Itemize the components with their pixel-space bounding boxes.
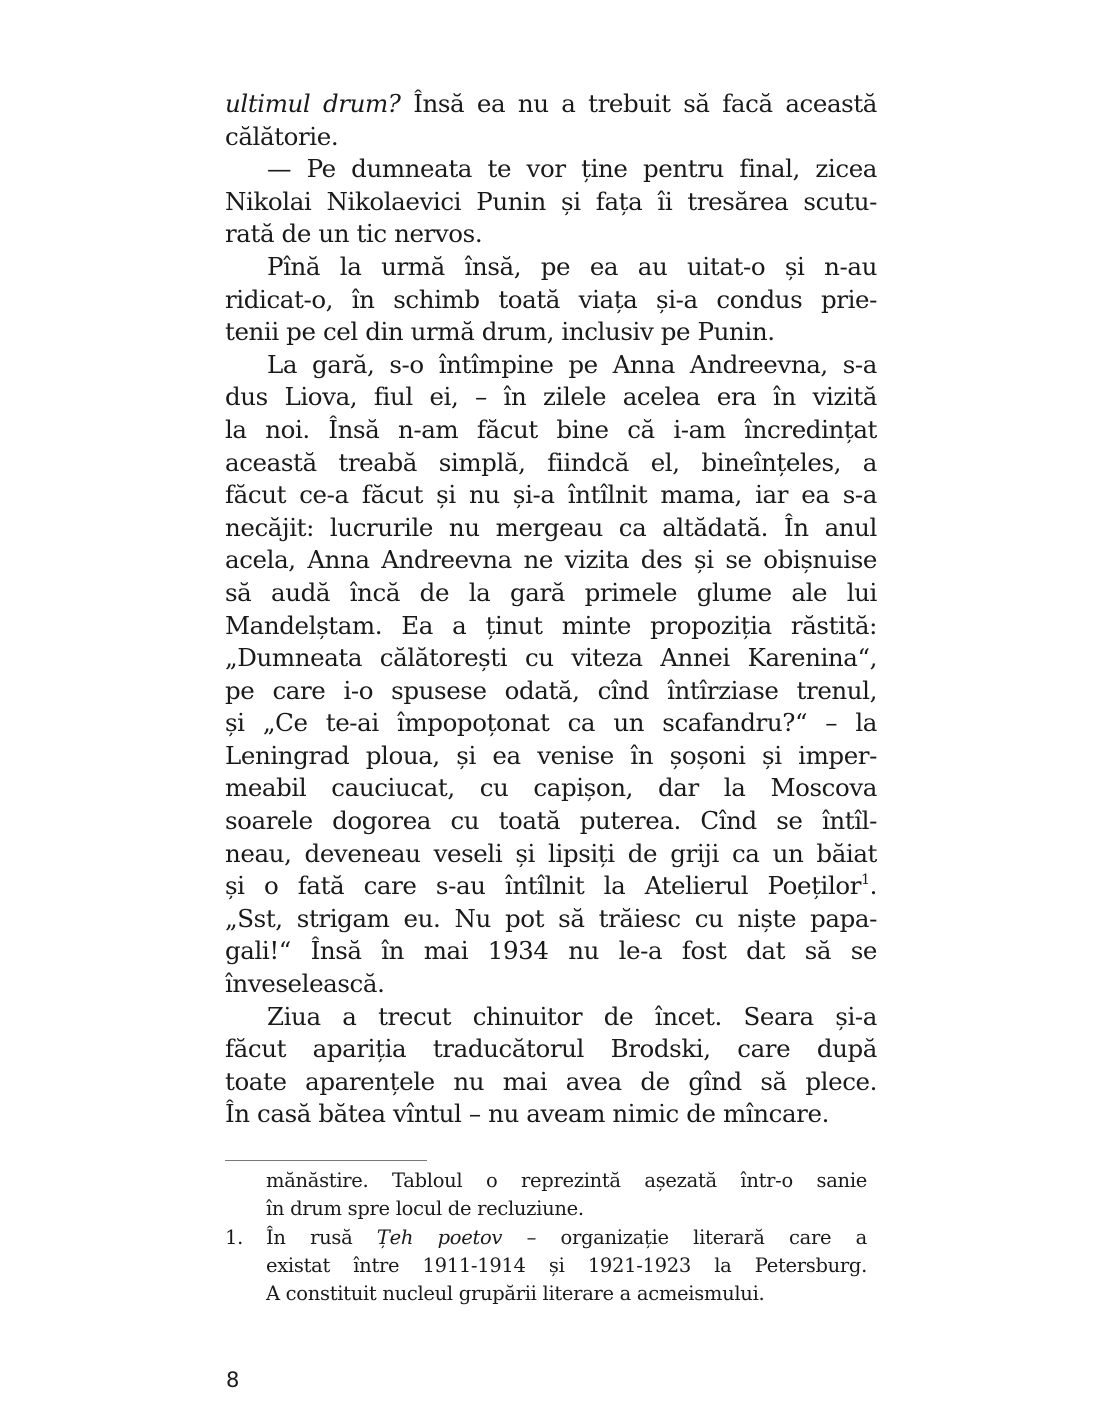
paragraph-start: — Pe dumneata te vor ține pentru final, zicea bbox=[267, 154, 877, 184]
page-number: 8 bbox=[226, 1368, 240, 1392]
paragraph-start: La gară, s-o întîmpine pe Anna Andreevna, s-a bbox=[267, 349, 877, 379]
footnote-ref: 1 bbox=[861, 872, 870, 889]
footnotes bbox=[225, 1167, 867, 1308]
paragraph-start: Ziua a trecut chinuitor de încet. Seara și-a bbox=[267, 1001, 877, 1031]
italic-term: Țeh poetov bbox=[376, 1225, 503, 1249]
text-line: pe care i-o spusese odată, cînd întîrziase trenul, bbox=[225, 675, 877, 705]
text-line: meabil cauciucat, cu capișon, dar la Moscova bbox=[225, 773, 877, 803]
text-line: această treabă simplă, fiindcă el, bineînțeles, a bbox=[225, 447, 877, 477]
text-line: Leningrad ploua, și ea venise în șoșoni și imper- bbox=[225, 740, 877, 770]
text-line: ridicat-o, în schimb toată viața și-a condus prie- bbox=[225, 284, 877, 314]
text-line: la noi. Însă n-am făcut bine că i-am încredințat bbox=[225, 414, 877, 444]
footnote-number: 1. bbox=[225, 1225, 244, 1249]
text-line: soarele dogorea cu toată puterea. Cînd se întîl- bbox=[225, 806, 877, 836]
footnote-line: existat între 1911-1914 și 1921-1923 la Petersburg. bbox=[266, 1253, 867, 1277]
footnote-1: 1. În rusă Țeh poetov – organizație literară care a bbox=[225, 1224, 867, 1252]
footnote-line: A constituit nucleul grupării literare a acmeismului. bbox=[266, 1282, 765, 1306]
footnote-continued-line: în drum spre locul de recluziune. bbox=[266, 1197, 584, 1221]
italic-phrase: ultimul drum? bbox=[225, 89, 401, 118]
text-line: toate aparențele nu mai avea de gînd să plece. bbox=[225, 1066, 877, 1096]
text-line: gali!“ Însă în mai 1934 nu le-a fost dat să se bbox=[225, 936, 877, 966]
text-line: făcut apariția traducătorul Brodski, care după bbox=[225, 1034, 877, 1064]
text-line: necăjit: lucrurile nu mergeau ca altădată. În anul bbox=[225, 512, 877, 542]
text-line: și „Ce te-ai împopoțonat ca un scafandru?“ – la bbox=[225, 708, 877, 738]
text-line: dus Liova, fiul ei, – în zilele acelea era în vizită bbox=[225, 382, 877, 412]
body-text bbox=[225, 88, 877, 1131]
text-line: neau, deveneau veseli și lipsiți de griji ca un băiat bbox=[225, 838, 877, 868]
footnote-divider bbox=[225, 1160, 427, 1161]
text-line: rată de un tic nervos. bbox=[225, 219, 483, 249]
text-line: „Dumneata călătorești cu viteza Annei Karenina“, bbox=[225, 643, 877, 673]
text-line: călătorie. bbox=[225, 121, 339, 151]
text-line: tenii pe cel din urmă drum, inclusiv pe Punin. bbox=[225, 317, 775, 347]
text-line: În casă bătea vîntul – nu aveam nimic de mîncare. bbox=[225, 1099, 829, 1129]
text-line: „Sst, strigam eu. Nu pot să trăiesc cu niște papa- bbox=[225, 903, 877, 933]
paragraph-start: Pînă la urmă însă, pe ea au uitat-o și n-au bbox=[267, 251, 877, 281]
text-line: înveselească. bbox=[225, 969, 385, 999]
text-line: Nikolai Nikolaevici Punin și fața îi tresărea scutu- bbox=[225, 186, 877, 216]
text-line: să audă încă de la gară primele glume ale lui bbox=[225, 577, 877, 607]
text-line: și o fată care s-au întîlnit la Atelierul Poeților$^1$. bbox=[225, 871, 877, 901]
text-line: Mandelștam. Ea a ținut minte propoziția răstită: bbox=[225, 610, 877, 640]
text-line: acela, Anna Andreevna ne vizita des și se obișnuise bbox=[225, 545, 877, 575]
footnote-continued-line: mănăstire. Tabloul o reprezintă așezată într-o sanie bbox=[266, 1169, 867, 1192]
text-line: făcut ce-a făcut și nu și-a întîlnit mama, iar ea s-a bbox=[225, 480, 877, 510]
text-line: ultimul drum? Însă ea nu a trebuit să facă această bbox=[225, 89, 877, 118]
